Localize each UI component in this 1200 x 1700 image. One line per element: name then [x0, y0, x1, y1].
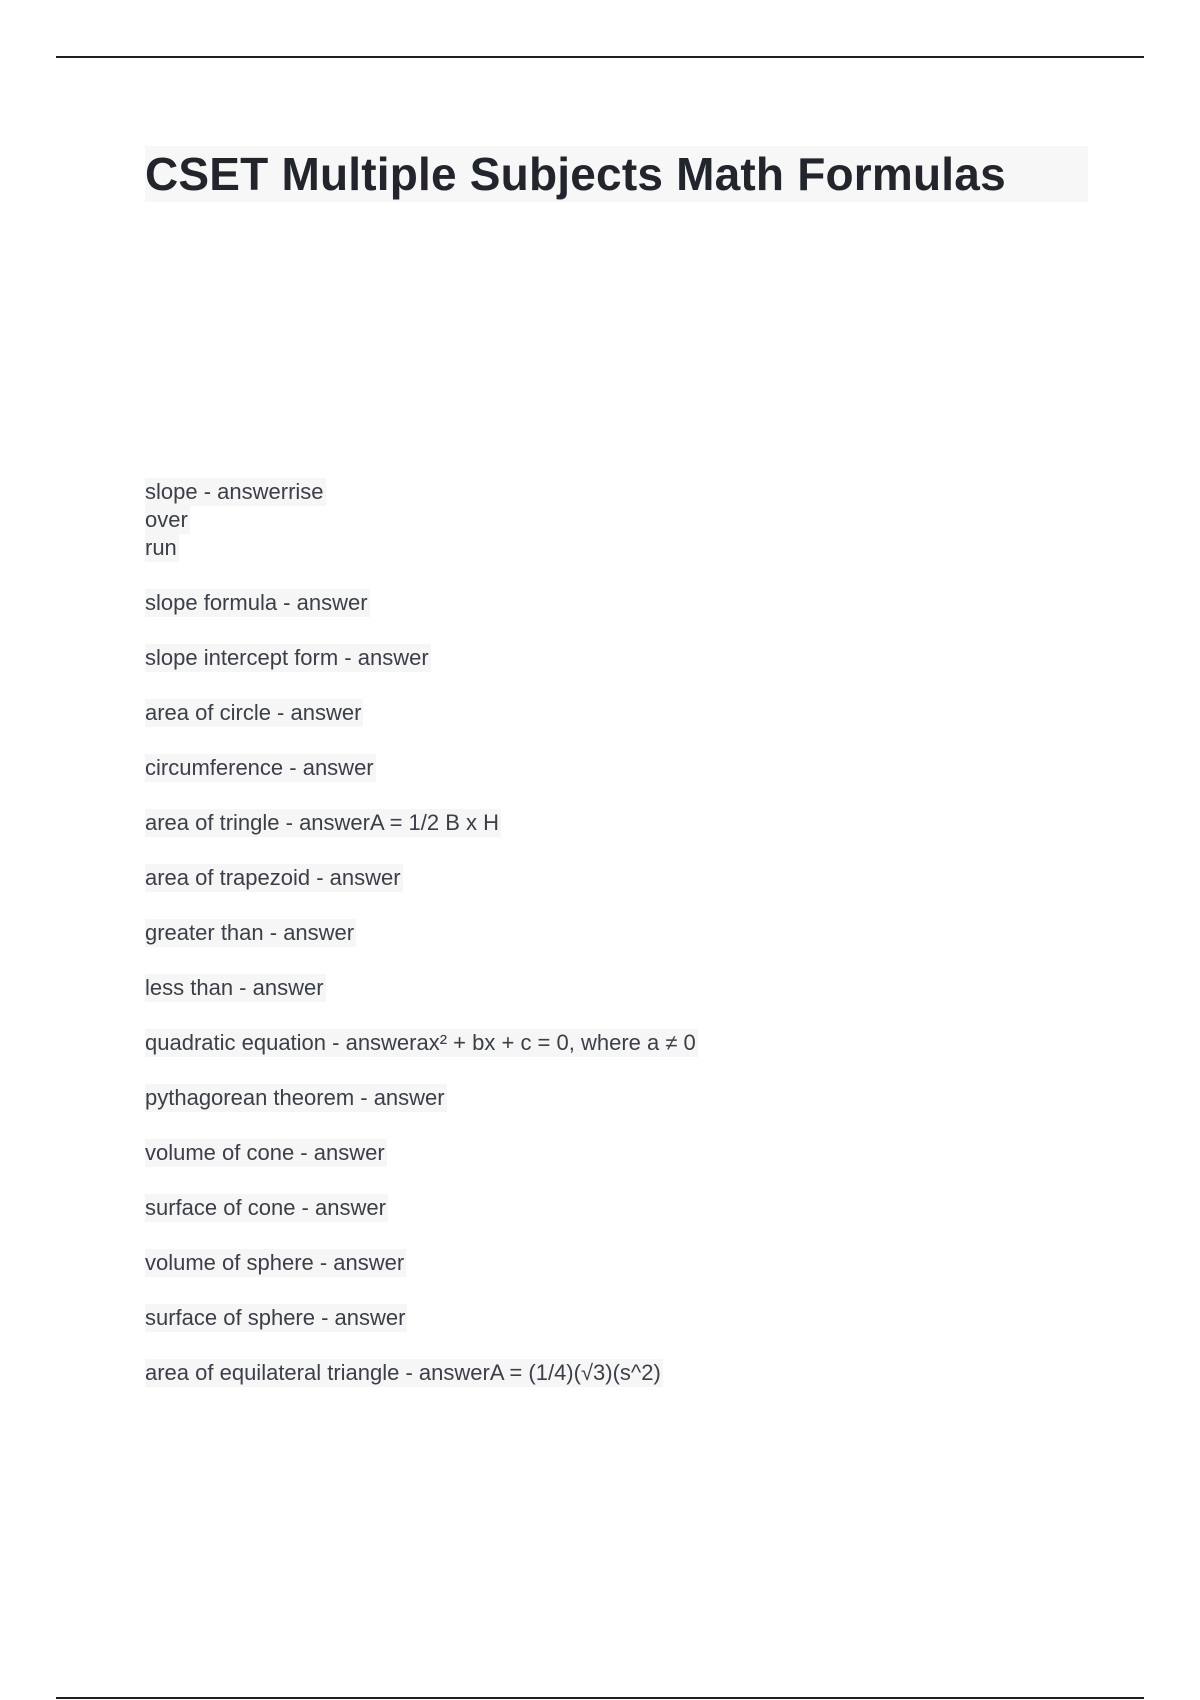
list-item [145, 1139, 1085, 1167]
item-line: run [145, 535, 177, 560]
item-line: over [145, 507, 188, 532]
item-text: slope formula - answer [145, 590, 368, 615]
page-title: CSET Multiple Subjects Math Formulas [145, 146, 1088, 202]
item-text: area of circle - answer [145, 700, 362, 725]
item-text: pythagorean theorem - answer [145, 1085, 445, 1110]
bottom-rule [56, 1697, 1144, 1699]
list-item [145, 644, 1085, 672]
list-item [145, 974, 1085, 1002]
list-item [145, 1359, 1085, 1387]
item-text: area of equilateral triangle - answerA = (1/4)(√3)(s^2) [145, 1360, 661, 1385]
list-item [145, 864, 1085, 892]
list-item [145, 1249, 1085, 1277]
item-text: less than - answer [145, 975, 324, 1000]
item-text: area of tringle - answerA = 1/2 B x H [145, 810, 500, 835]
top-rule [56, 56, 1144, 58]
formula-list [145, 478, 1085, 1387]
item-line: slope - answerrise [145, 479, 324, 504]
list-item [145, 919, 1085, 947]
list-item [145, 1194, 1085, 1222]
list-item [145, 754, 1085, 782]
item-text: surface of sphere - answer [145, 1305, 406, 1330]
item-text: slope intercept form - answer [145, 645, 429, 670]
list-item [145, 1029, 1085, 1057]
list-item [145, 589, 1085, 617]
list-item [145, 1084, 1085, 1112]
item-text: quadratic equation - answerax² + bx + c = 0, where a ≠ 0 [145, 1030, 696, 1055]
list-item [145, 1304, 1085, 1332]
item-text: volume of cone - answer [145, 1140, 385, 1165]
list-item [145, 699, 1085, 727]
item-text: circumference - answer [145, 755, 374, 780]
list-item [145, 478, 1085, 562]
list-item [145, 809, 1085, 837]
item-text: surface of cone - answer [145, 1195, 386, 1220]
item-text: volume of sphere - answer [145, 1250, 405, 1275]
item-text: area of trapezoid - answer [145, 865, 401, 890]
item-text: greater than - answer [145, 920, 355, 945]
